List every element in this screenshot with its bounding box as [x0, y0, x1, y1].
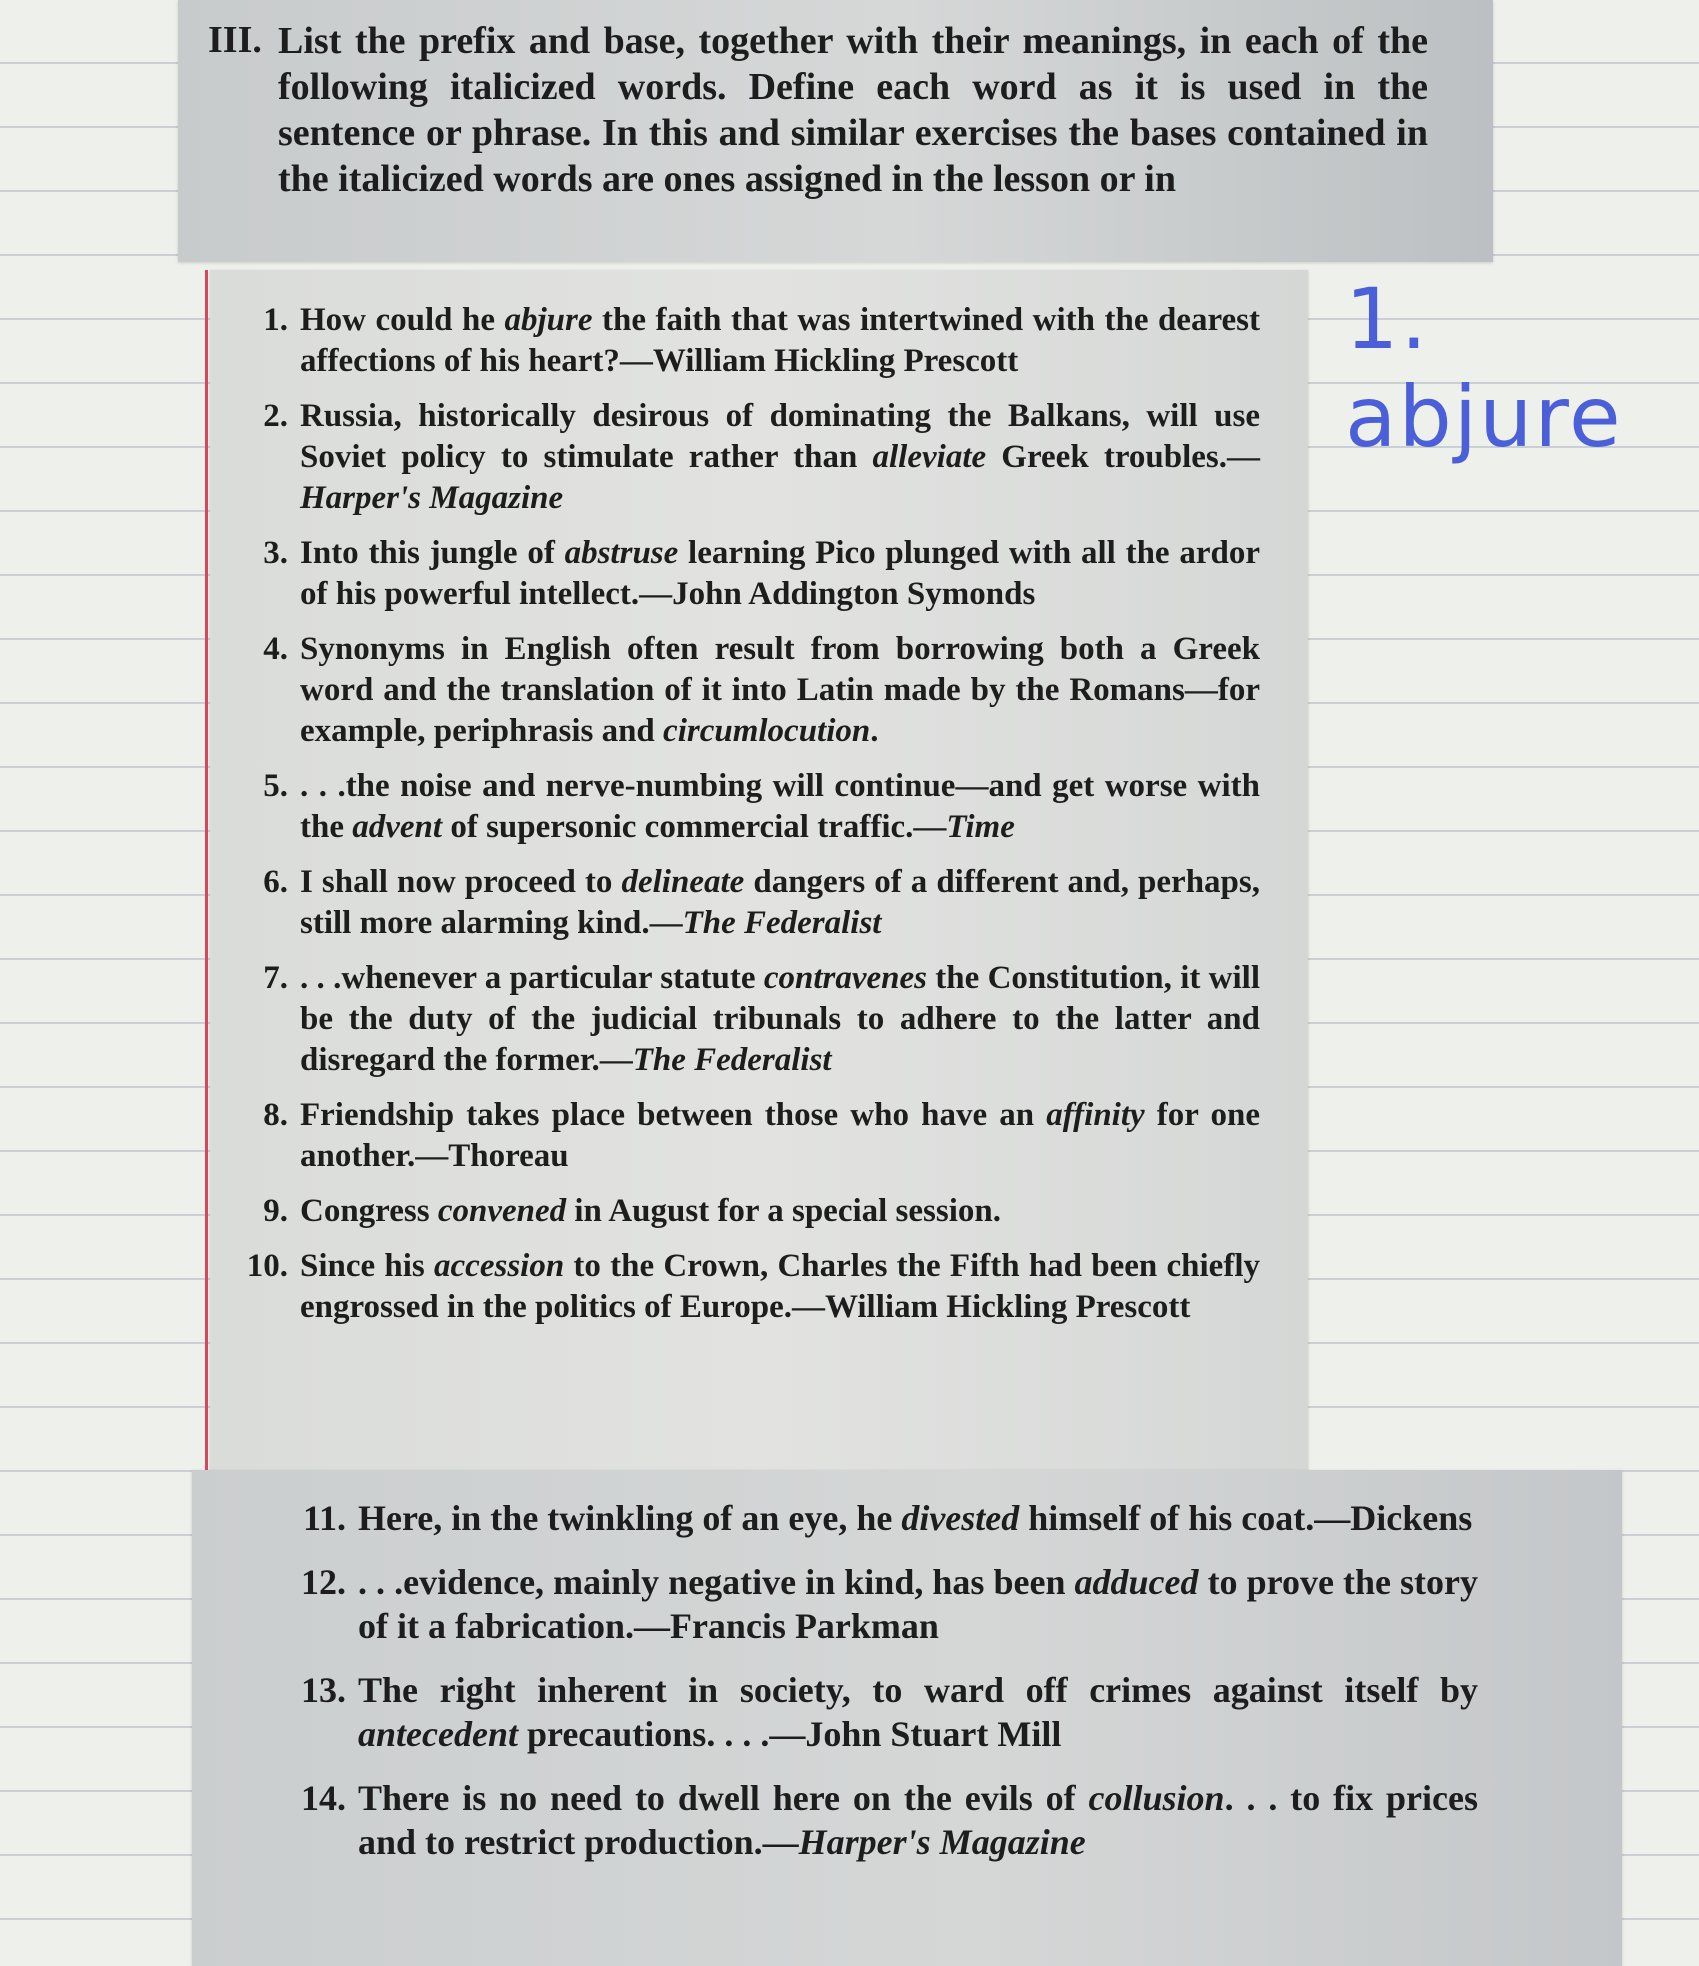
italicized-word: antecedent	[358, 1714, 518, 1754]
item-sentence	[358, 1560, 1478, 1648]
item-number: 4.	[263, 631, 288, 667]
item-sentence	[300, 958, 1260, 1081]
italicized-word: accession	[434, 1248, 565, 1284]
sentence-text: to the Crown, Charles the Fifth had been chiefly engrossed in the politics of Europe.—William Hickling Prescott	[300, 1248, 1260, 1325]
sentence-text: . . . to fix prices and to restrict production.—	[358, 1778, 1478, 1862]
item-number: 3.	[263, 535, 288, 571]
sentence-text: himself of his coat.—Dickens	[1019, 1498, 1473, 1538]
sentence-text: of supersonic commercial traffic.—	[442, 809, 947, 845]
italicized-word: affinity	[1046, 1097, 1145, 1133]
exercise-item	[276, 1776, 1592, 1864]
sentence-text: the Constitution, it will be the duty of the judicial tribunals to adhere to the latter and disregard the former.—	[300, 960, 1260, 1078]
exercise-item	[230, 533, 1278, 615]
italicized-word: circumlocution	[663, 713, 871, 749]
sentence-text: The right inherent in society, to ward off crimes against itself by	[358, 1670, 1478, 1710]
exercise-item	[230, 1246, 1278, 1328]
item-number: 13.	[301, 1670, 346, 1710]
source-title: Time	[946, 809, 1015, 845]
exercise-item	[276, 1560, 1592, 1648]
item-sentence	[300, 629, 1260, 752]
sentence-text: for one another.—Thoreau	[300, 1097, 1261, 1174]
sentence-text: .	[870, 713, 879, 749]
sentence-text: Here, in the twinkling of an eye, he	[358, 1498, 902, 1538]
item-sentence	[358, 1668, 1478, 1756]
sentence-text: dangers of a different and, perhaps, still more alarming kind.—	[300, 864, 1260, 941]
item-number: 14.	[301, 1778, 346, 1818]
item-sentence	[358, 1496, 1478, 1540]
item-number: 7.	[263, 960, 288, 996]
exercise-item-list	[230, 300, 1278, 1328]
exercise-items-clipping	[210, 270, 1308, 1480]
sentence-text: Congress	[300, 1193, 438, 1229]
exercise-header-clipping	[178, 0, 1493, 262]
exercise-number: III.	[208, 19, 262, 61]
notebook-margin-line	[205, 270, 208, 1480]
italicized-word: abjure	[504, 302, 593, 338]
item-sentence	[300, 300, 1260, 382]
exercise-instructions	[208, 18, 1453, 202]
italicized-word: contravenes	[763, 960, 927, 996]
sentence-text: the faith that was intertwined with the dearest affections of his heart?—William Hickling Prescott	[300, 302, 1260, 379]
exercise-item	[230, 629, 1278, 752]
source-title: The Federalist	[682, 905, 882, 941]
sentence-text: . . .the noise and nerve-numbing will continue—and get worse with the	[300, 768, 1260, 845]
sentence-text: Friendship takes place between those who have an	[300, 1097, 1047, 1133]
sentence-text: Greek troubles.—	[986, 439, 1260, 475]
exercise-item-list-continued	[276, 1496, 1592, 1864]
exercise-instructions-text: List the prefix and base, together with their meanings, in each of the following italicized words. Define each word as it is used in the sentence or phrase. In this and similar exercises the bases contained in the italicized words are ones assigned in the lesson or in	[278, 20, 1428, 200]
item-sentence	[300, 1191, 1260, 1232]
sentence-text: How could he	[300, 302, 505, 338]
italicized-word: delineate	[621, 864, 745, 900]
exercise-item	[230, 958, 1278, 1081]
item-number: 2.	[263, 398, 288, 434]
italicized-word: advent	[352, 809, 443, 845]
italicized-word: collusion	[1088, 1778, 1225, 1818]
exercise-items-bottom-clipping	[192, 1470, 1622, 1966]
exercise-item	[276, 1668, 1592, 1756]
item-sentence	[300, 533, 1260, 615]
sentence-text: . . .whenever a particular statute	[300, 960, 764, 996]
exercise-item	[230, 1191, 1278, 1232]
sentence-text: I shall now proceed to	[300, 864, 622, 900]
exercise-item	[230, 766, 1278, 848]
sentence-text: Synonyms in English often result from borrowing both a Greek word and the translation of it into Latin made by the Romans—for example, periphrasis and	[300, 631, 1260, 749]
item-sentence	[300, 1246, 1260, 1328]
source-title: Harper's Magazine	[798, 1822, 1086, 1862]
exercise-item	[230, 300, 1278, 382]
item-number: 10.	[246, 1248, 288, 1284]
exercise-item	[230, 1095, 1278, 1177]
item-number: 5.	[263, 768, 288, 804]
sentence-text: to prove the story of it a fabrication.—Francis Parkman	[358, 1562, 1479, 1646]
item-number: 6.	[263, 864, 288, 900]
sentence-text: Since his	[300, 1248, 435, 1284]
italicized-word: convened	[437, 1193, 567, 1229]
italicized-word: alleviate	[872, 439, 987, 475]
exercise-item	[230, 862, 1278, 944]
item-number: 11.	[302, 1498, 346, 1538]
item-sentence	[300, 396, 1260, 519]
item-sentence	[300, 862, 1260, 944]
sentence-text: . . .evidence, mainly negative in kind, has been	[358, 1562, 1075, 1602]
italicized-word: adduced	[1074, 1562, 1199, 1602]
italicized-word: abstruse	[564, 535, 679, 571]
item-number: 8.	[263, 1097, 288, 1133]
item-number: 12.	[301, 1562, 346, 1602]
item-sentence	[300, 766, 1260, 848]
sentence-text: Russia, historically desirous of dominating the Balkans, will use Soviet policy to stimulate rather than	[300, 398, 1260, 475]
source-title: The Federalist	[632, 1042, 832, 1078]
item-number: 1.	[263, 302, 288, 338]
item-sentence	[300, 1095, 1260, 1177]
sentence-text: There is no need to dwell here on the evils of	[358, 1778, 1089, 1818]
sentence-text: in August for a special session.	[566, 1193, 1002, 1229]
source-title: Harper's Magazine	[300, 480, 564, 516]
sentence-text: learning Pico plunged with all the ardor of his powerful intellect.—John Addington Symonds	[300, 535, 1260, 612]
item-number: 9.	[263, 1193, 288, 1229]
sentence-text: precautions. . . .—John Stuart Mill	[517, 1714, 1062, 1754]
handwritten-note: 1. abjure	[1345, 270, 1623, 466]
exercise-item	[230, 396, 1278, 519]
italicized-word: divested	[901, 1498, 1020, 1538]
item-sentence	[358, 1776, 1478, 1864]
exercise-item	[276, 1496, 1592, 1540]
sentence-text: Into this jungle of	[300, 535, 565, 571]
